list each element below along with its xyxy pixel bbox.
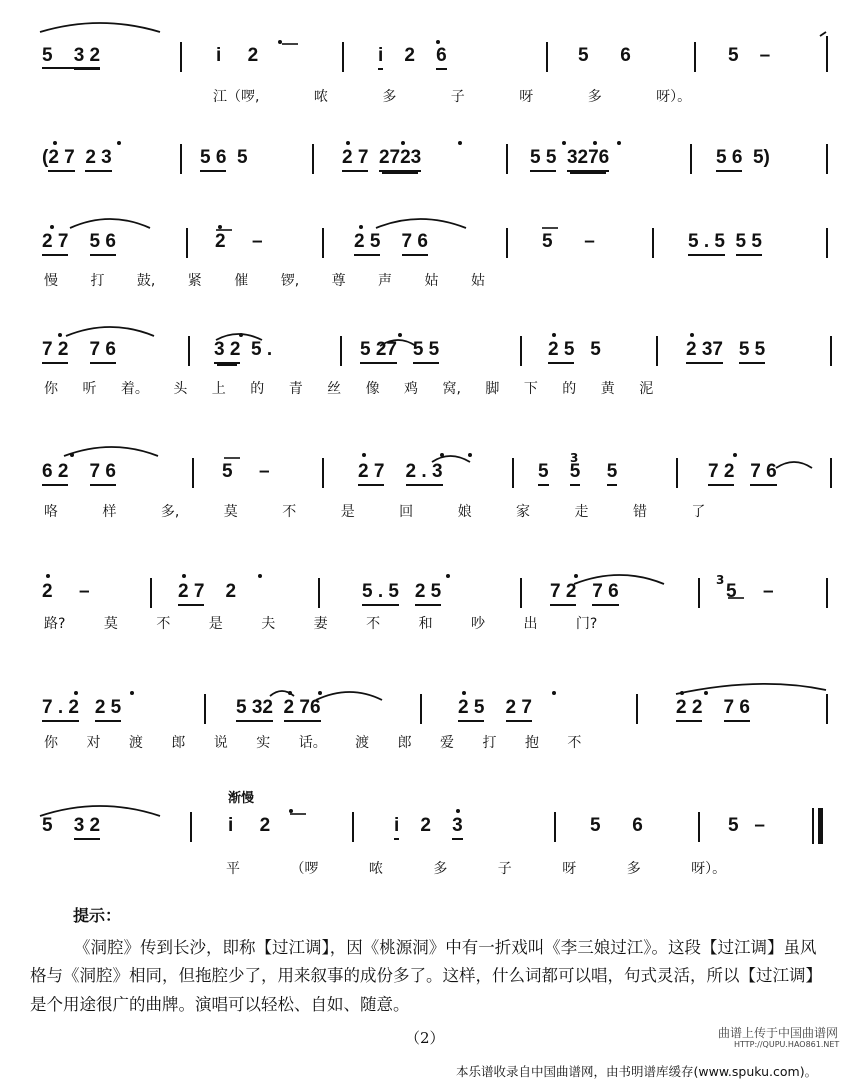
tempo-mark: 渐慢 bbox=[228, 791, 255, 806]
measure-notes: 7 2 7 6 bbox=[708, 462, 777, 481]
grace-note: 3 bbox=[716, 573, 725, 587]
measure-notes: (2 7 2 3 bbox=[42, 148, 112, 167]
measure-notes: 3 2 5 . bbox=[214, 340, 272, 359]
measure-notes: i 2 bbox=[216, 45, 259, 66]
measure-notes: 5 – bbox=[728, 815, 765, 836]
measure-notes: 5 – bbox=[222, 461, 270, 482]
measure-notes: 2 5 2 7 bbox=[458, 698, 532, 717]
measure-notes: 5 – bbox=[728, 45, 771, 66]
measure-notes: 2 7 2723 bbox=[342, 148, 421, 167]
measure-notes: 2 5 5 bbox=[548, 340, 601, 359]
measure-notes: 5 5 5 bbox=[538, 462, 617, 481]
measure-notes: 5 . 5 2 5 bbox=[362, 582, 441, 601]
lyrics-line-4: 你 听 着。 头 上 的 青 丝 像 鸡 窝, 脚 下 的 黄 泥 bbox=[44, 381, 654, 397]
measure-notes: 7 . 2 2 5 bbox=[42, 698, 121, 717]
notes-body: 《洞腔》传到长沙，即称【过江调】，因《桃源洞》中有一折戏叫《李三娘过江》。这段【过江调】虽风格与《洞腔》相同，但拖腔少了，用来叙事的成份多了。这样，什么词都可以唱，句式灵活，所以【过江调】是个用途很广的曲牌。演唱可以轻松、自如、随意。 bbox=[30, 938, 822, 1014]
measure-notes: 5 6 bbox=[590, 815, 643, 836]
measure-notes: 5 – bbox=[726, 581, 774, 602]
measure-notes: 5 . 5 5 5 bbox=[688, 232, 762, 251]
measure-notes: 2 7 5 6 bbox=[42, 232, 116, 251]
lyrics-line-1: 江（啰, 哝 多 子 呀 多 呀）。 bbox=[213, 89, 692, 105]
measure-notes: 5 6 bbox=[578, 45, 631, 66]
lyrics-line-5: 咯 样 多, 莫 不 是 回 娘 家 走 错 了 bbox=[44, 504, 706, 520]
measure-notes: 5 32 2 76 bbox=[236, 698, 321, 717]
footer-credit: 本乐谱收录自中国曲谱网，由书明谱库缓存(www.spuku.com)。 bbox=[456, 1064, 818, 1079]
measure-notes: 2 – bbox=[215, 231, 263, 252]
watermark-line-2: HTTP://QUPU.HAO861.NET bbox=[734, 1040, 840, 1049]
measure-notes: i 2 3 bbox=[394, 816, 463, 835]
measure-notes: i 2 6 bbox=[378, 46, 447, 65]
measure-notes: 2 5 7 6 bbox=[354, 232, 428, 251]
measure-notes: 5 – bbox=[542, 231, 595, 252]
measure-notes: 5 6 5 bbox=[200, 148, 248, 167]
measure-notes: 2 7 2 bbox=[178, 582, 236, 601]
measure-notes: 5 6 5) bbox=[716, 148, 770, 167]
measure-notes: 5 3 2 bbox=[42, 46, 100, 69]
measure-notes: 7 2 7 6 bbox=[550, 582, 619, 601]
watermark-line-1: 曲谱上传于中国曲谱网 bbox=[718, 1026, 839, 1040]
measure-notes: 7 2 7 6 bbox=[42, 340, 116, 359]
lyrics-line-3: 慢 打 鼓, 紧 催 锣, 尊 声 姑 姑 bbox=[44, 273, 485, 289]
page-number: （2） bbox=[405, 1029, 445, 1047]
measure-notes: 2 7 2 . 3 bbox=[358, 462, 443, 481]
grace-note: 3 bbox=[570, 451, 579, 465]
measure-notes: 2 2 7 6 bbox=[676, 698, 750, 717]
measure-notes: 5 5 3276 bbox=[530, 148, 609, 167]
notes-title: 提示： bbox=[73, 906, 122, 925]
lyrics-line-6: 路? 莫 不 是 夫 妻 不 和 吵 出 门? bbox=[44, 616, 598, 632]
lyrics-line-8: 平 （啰 哝 多 子 呀 多 呀）。 bbox=[226, 861, 727, 877]
measure-notes: 5 3 2 bbox=[42, 816, 100, 835]
measure-notes: 2 37 5 5 bbox=[686, 340, 765, 359]
measure-notes: 5 27 5 5 bbox=[360, 340, 439, 359]
lyrics-line-7: 你 对 渡 郎 说 实 话。 渡 郎 爱 打 抱 不 bbox=[44, 735, 582, 751]
measure-notes: 2 – bbox=[42, 581, 90, 602]
measure-notes: 6 2 7 6 bbox=[42, 462, 116, 481]
measure-notes: i 2 bbox=[228, 815, 271, 836]
